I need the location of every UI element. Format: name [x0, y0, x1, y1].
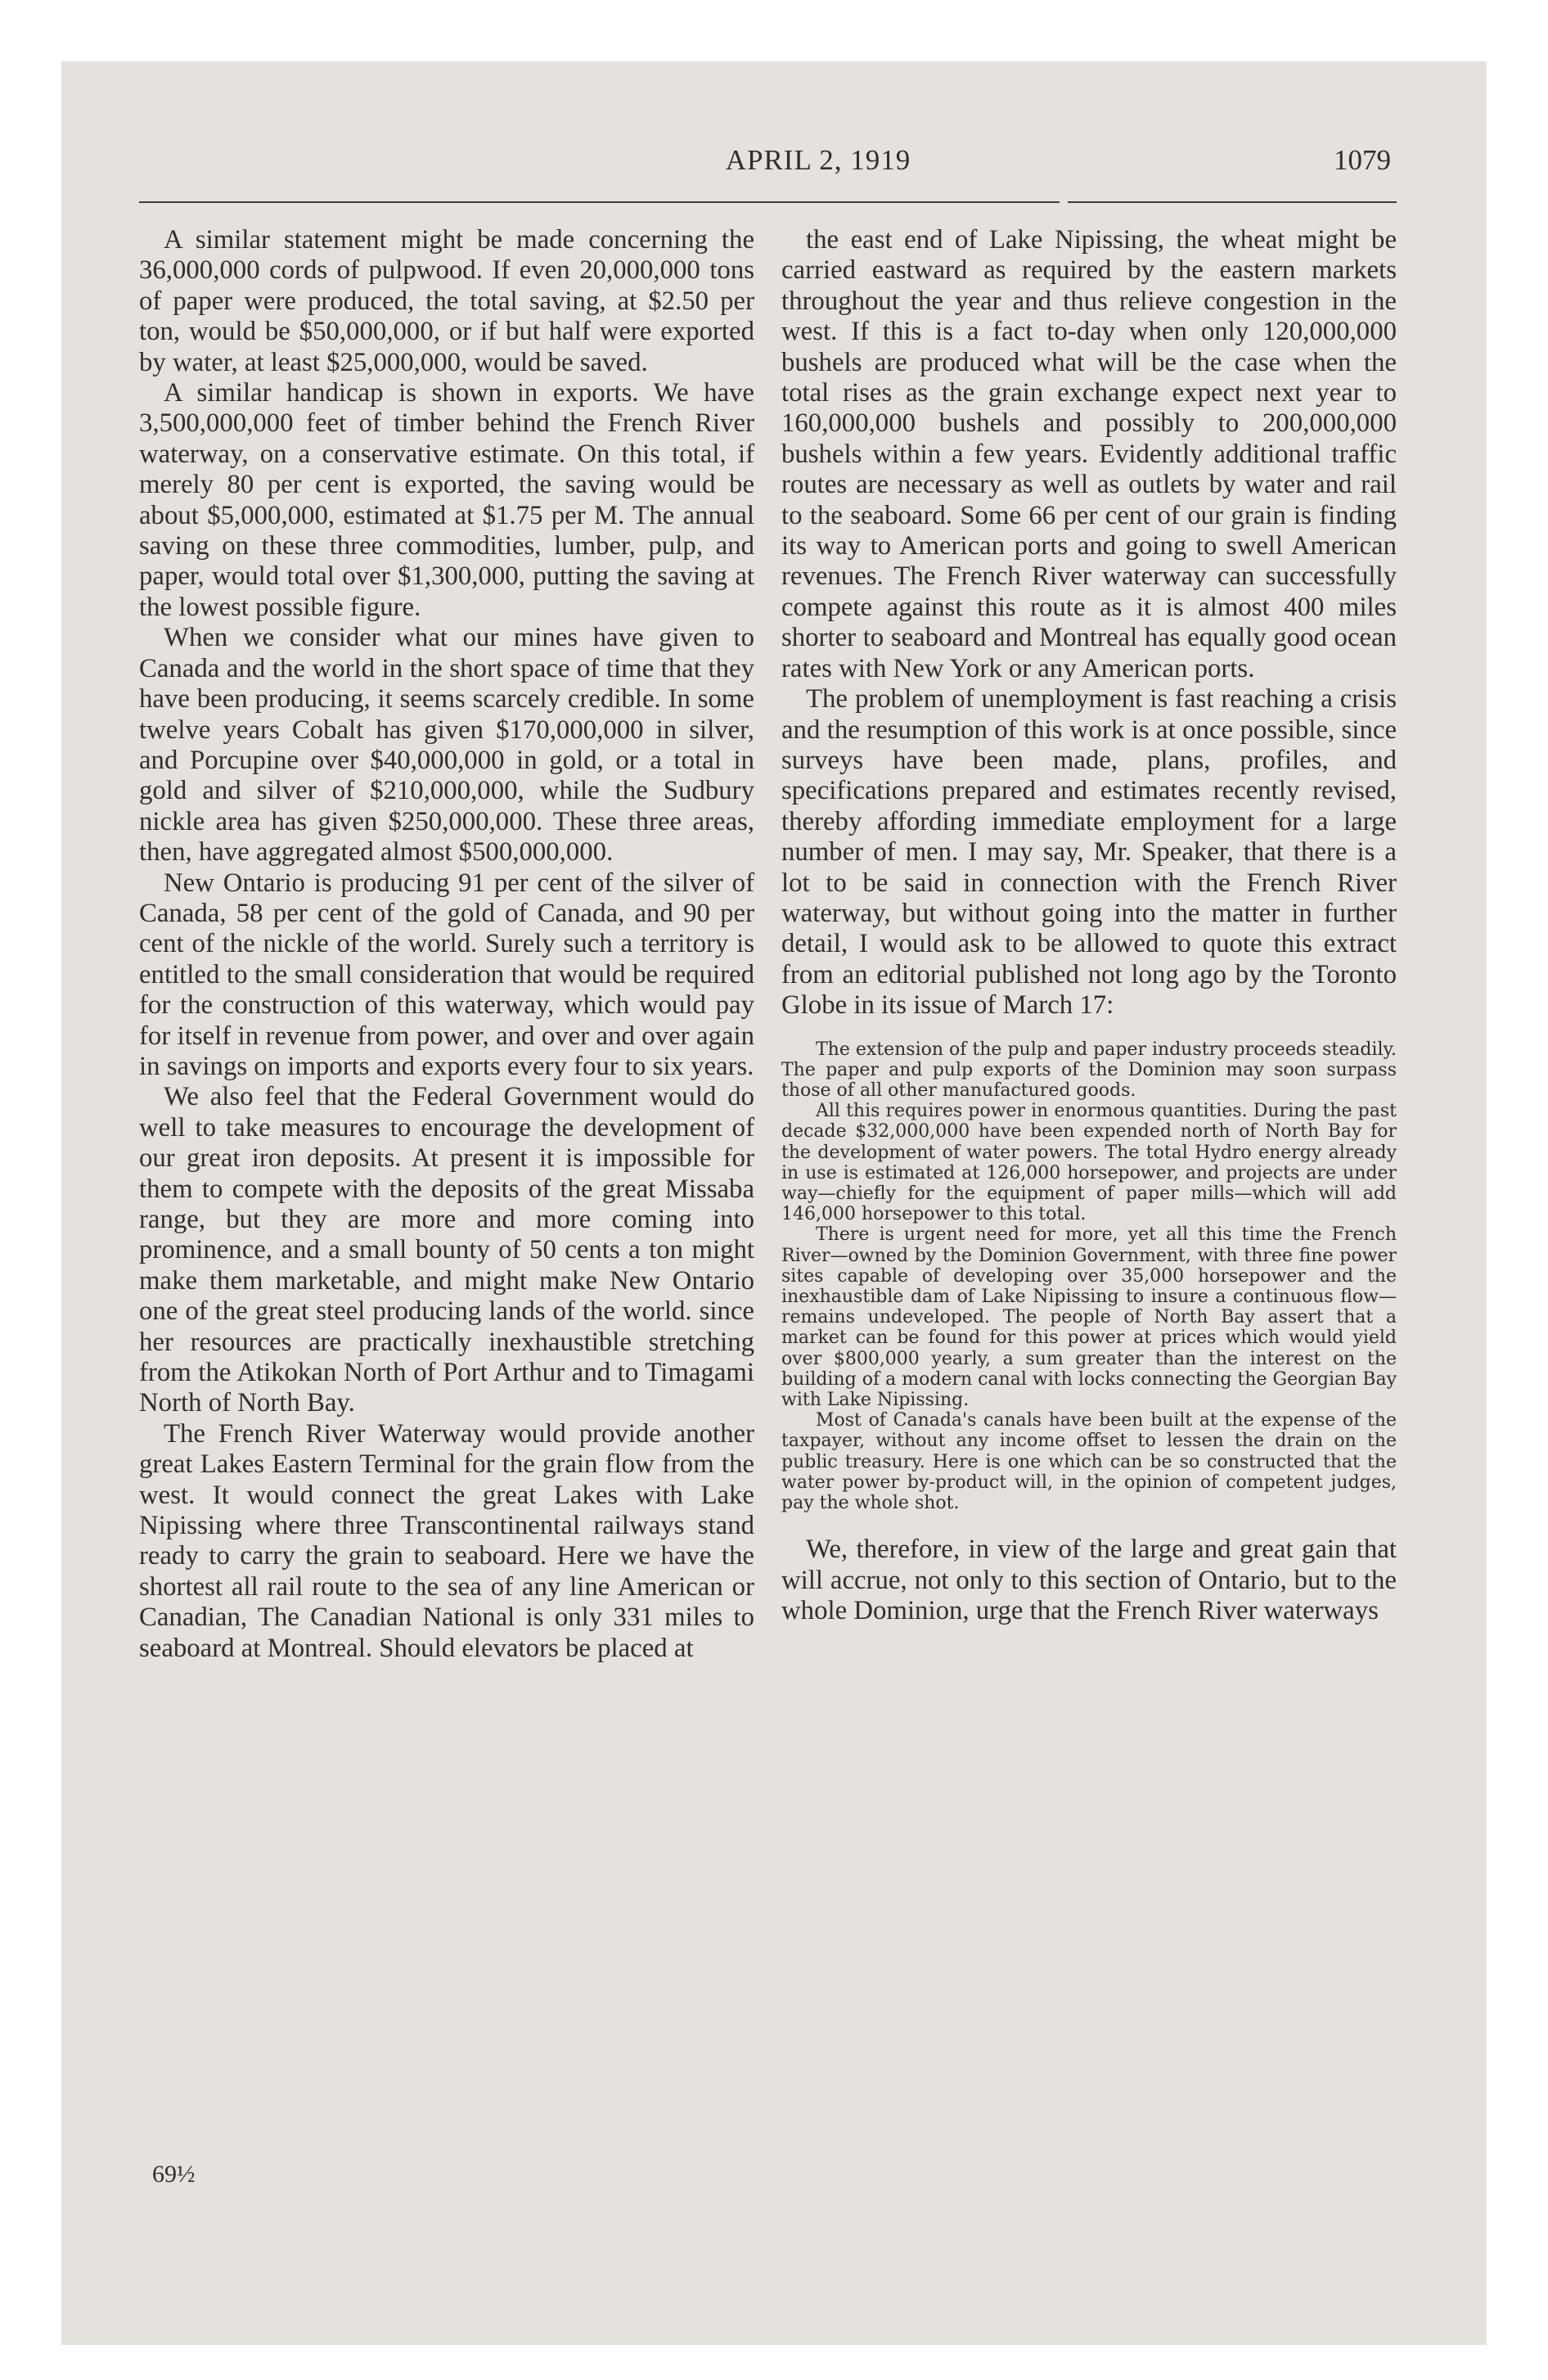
paragraph: The problem of unemployment is fast reaching a crisis and the resumption of this work is at once possible, since surveys have been made, plans, profiles, and specifications prepared and estimates recently revised, thereby affording immediate employment for a large number of men. I may say, Mr. Speaker, that there is a lot to be said in connection with the French River waterway, but without going into the matter in further detail, I would ask to be allowed to quote this extract from an editorial published not long ago by the Toronto Globe in its issue of March 17:: [781, 684, 1397, 1021]
paragraph: New Ontario is producing 91 per cent of the silver of Canada, 58 per cent of the gold of Canada, and 90 per cent of the nickle of the world. Surely such a territory is entitled to the small consideration that would be required for the construction of this waterway, which would pay for itself in revenue from power, and over and over again in savings on imports and exports every four to six years.: [139, 868, 754, 1081]
header-rule-left: [139, 201, 1060, 203]
closing-paragraph: We, therefore, in view of the large and great gain that will accrue, not only to this section of Ontario, but to the whole Dominion, urge that the French River waterways: [781, 1535, 1397, 1626]
left-column: [139, 225, 754, 1664]
quote-paragraph: All this requires power in enormous quantities. During the past decade $32,000,000 have been expended north of North Bay for the development of water powers. The total Hydro energy already in use is estimated at 126,000 horsepower, and projects are under way—chiefly for the equipment of paper mills—which will add 146,000 horsepower to this total.: [781, 1101, 1397, 1225]
editorial-quote: [781, 1039, 1397, 1514]
quote-paragraph: There is urgent need for more, yet all this time the French River—owned by the Dominion Government, with three fine power sites capable of developing over 35,000 horsepower and the inexhaustible dam of Lake Nipissing to insure a continuous flow—remains undeveloped. The people of North Bay assert that a market can be found for this power at prices which would yield over $800,000 yearly, a sum greater than the interest on the building of a modern canal with locks connecting the Georgian Bay with Lake Nipissing.: [781, 1224, 1397, 1411]
paragraph: A similar handicap is shown in exports. We have 3,500,000,000 feet of timber behind the French River waterway, on a conservative estimate. On this total, if merely 80 per cent is exported, the saving would be about $5,000,000, estimated at $1.75 per M. The annual saving on these three commodities, lumber, pulp, and paper, would total over $1,300,000, putting the saving at the lowest possible figure.: [139, 378, 754, 622]
paragraph: A similar statement might be made concerning the 36,000,000 cords of pulpwood. If even 20,000,000 tons of paper were produced, the total saving, at $2.50 per ton, would be $50,000,000, or if but half were exported by water, at least $25,000,000, would be saved.: [139, 225, 754, 377]
paragraph: When we consider what our mines have given to Canada and the world in the short space of time that they have been producing, it seems scarcely credible. In some twelve years Cobalt has given $170,000,000 in silver, and Porcupine over $40,000,000 in gold, or a total in gold and silver of $210,000,000, while the Sudbury nickle area has given $250,000,000. These three areas, then, have aggregated almost $500,000,000.: [139, 623, 754, 868]
quote-paragraph: The extension of the pulp and paper industry proceeds steadily. The paper and pulp exports of the Dominion may soon surpass those of all other manufactured goods.: [781, 1039, 1397, 1101]
header-page-number: 1079: [1334, 144, 1391, 176]
header-rule-right: [1068, 201, 1397, 203]
header-date: APRIL 2, 1919: [725, 144, 911, 176]
paragraph: The French River Waterway would provide another great Lakes Eastern Terminal for the grain flow from the west. It would connect the great Lakes with Lake Nipissing where three Transcontinental railways stand ready to carry the grain to seaboard. Here we have the shortest all rail route to the sea of any line American or Canadian, The Canadian National is only 331 miles to seaboard at Montreal. Should elevators be placed at: [139, 1418, 754, 1663]
quote-paragraph: Most of Canada's canals have been built at the expense of the taxpayer, without any income offset to lessen the drain on the public treasury. Here is one which can be so constructed that the water power by-product will, in the opinion of competent judges, pay the whole shot.: [781, 1410, 1397, 1514]
right-column: [781, 225, 1397, 1626]
paragraph: the east end of Lake Nipissing, the wheat might be carried eastward as required by the eastern markets throughout the year and thus relieve congestion in the west. If this is a fact to-day when only 120,000,000 bushels are produced what will be the case when the total rises as the grain exchange expect next year to 160,000,000 bushels and possibly to 200,000,000 bushels within a few years. Evidently additional traffic routes are necessary as well as outlets by water and rail to the seaboard. Some 66 per cent of our grain is finding its way to American ports and going to swell American revenues. The French River waterway can successfully compete against this route as it is almost 400 miles shorter to seaboard and Montreal has equally good ocean rates with New York or any American ports.: [781, 225, 1397, 683]
footer-folio: 69½: [152, 2161, 196, 2188]
paragraph: We also feel that the Federal Government would do well to take measures to encourage the development of our great iron deposits. At present it is impossible for them to compete with the deposits of the great Missaba range, but they are more and more coming into prominence, and a small bounty of 50 cents a ton might make them marketable, and might make New Ontario one of the great steel producing lands of the world. since her resources are practically inexhaustible stretching from the Atikokan North of Port Arthur and to Timagami North of North Bay.: [139, 1082, 754, 1418]
